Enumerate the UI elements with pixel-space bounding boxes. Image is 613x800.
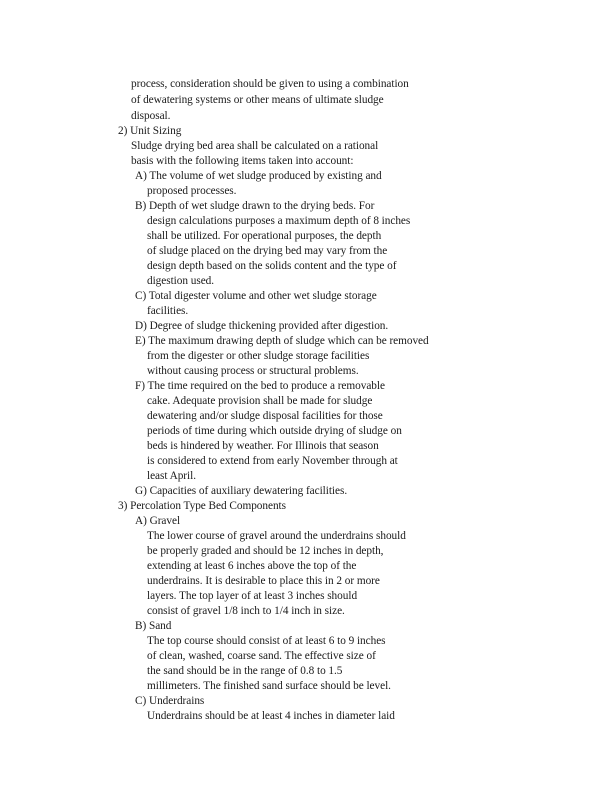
list-item: C) Underdrains	[135, 695, 205, 707]
text-line: design depth based on the solids content and the type of	[147, 260, 397, 272]
text-line: be properly graded and should be 12 inches in depth,	[147, 545, 384, 557]
text-line: millimeters. The finished sand surface should be level.	[147, 680, 391, 692]
text-line: The lower course of gravel around the underdrains should	[147, 530, 406, 542]
text-line: without causing process or structural problems.	[147, 365, 359, 377]
text-line: beds is hindered by weather. For Illinois that season	[147, 440, 379, 452]
text-line: layers. The top layer of at least 3 inches should	[147, 590, 358, 602]
text-line: facilities.	[147, 305, 189, 317]
list-item: B) Sand	[135, 620, 172, 632]
text-line: shall be utilized. For operational purposes, the depth	[147, 230, 382, 242]
list-item: A) The volume of wet sludge produced by existing and	[135, 170, 382, 182]
text-line: least April.	[147, 470, 196, 482]
text-line: digestion used.	[147, 275, 215, 287]
list-item: D) Degree of sludge thickening provided after digestion.	[135, 320, 389, 332]
text-line: proposed processes.	[147, 185, 237, 197]
text-line: of sludge placed on the drying bed may vary from the	[147, 245, 388, 257]
text-line: underdrains. It is desirable to place this in 2 or more	[147, 575, 380, 587]
list-item: F) The time required on the bed to produce a removable	[135, 380, 385, 392]
text-line: disposal.	[131, 110, 171, 122]
text-line: dewatering and/or sludge disposal facilities for those	[147, 410, 383, 422]
section-heading: 2) Unit Sizing	[118, 125, 182, 137]
text-line: extending at least 6 inches above the top of the	[147, 560, 357, 572]
text-line: consist of gravel 1/8 inch to 1/4 inch in size.	[147, 605, 345, 617]
text-line: design calculations purposes a maximum depth of 8 inches	[147, 215, 411, 227]
text-line: from the digester or other sludge storage facilities	[147, 350, 370, 362]
text-line: cake. Adequate provision shall be made for sludge	[147, 395, 373, 407]
text-line: process, consideration should be given to using a combination	[131, 78, 409, 90]
text-line: the sand should be in the range of 0.8 to 1.5	[147, 665, 343, 677]
list-item: B) Depth of wet sludge drawn to the drying beds. For	[135, 200, 375, 212]
list-item: G) Capacities of auxiliary dewatering facilities.	[135, 485, 348, 497]
text-line: Underdrains should be at least 4 inches in diameter laid	[147, 710, 395, 722]
list-item: E) The maximum drawing depth of sludge which can be removed	[135, 335, 429, 347]
text-line: is considered to extend from early November through at	[147, 455, 398, 467]
text-line: of dewatering systems or other means of ultimate sludge	[131, 94, 384, 106]
list-item: C) Total digester volume and other wet sludge storage	[135, 290, 377, 302]
text-line: basis with the following items taken into account:	[131, 155, 354, 167]
list-item: A) Gravel	[135, 515, 181, 527]
section-heading: 3) Percolation Type Bed Components	[118, 500, 286, 512]
text-line: The top course should consist of at least 6 to 9 inches	[147, 635, 386, 647]
text-line: of clean, washed, coarse sand. The effective size of	[147, 650, 376, 662]
text-line: Sludge drying bed area shall be calculated on a rational	[131, 140, 379, 152]
text-line: periods of time during which outside drying of sludge on	[147, 425, 402, 437]
